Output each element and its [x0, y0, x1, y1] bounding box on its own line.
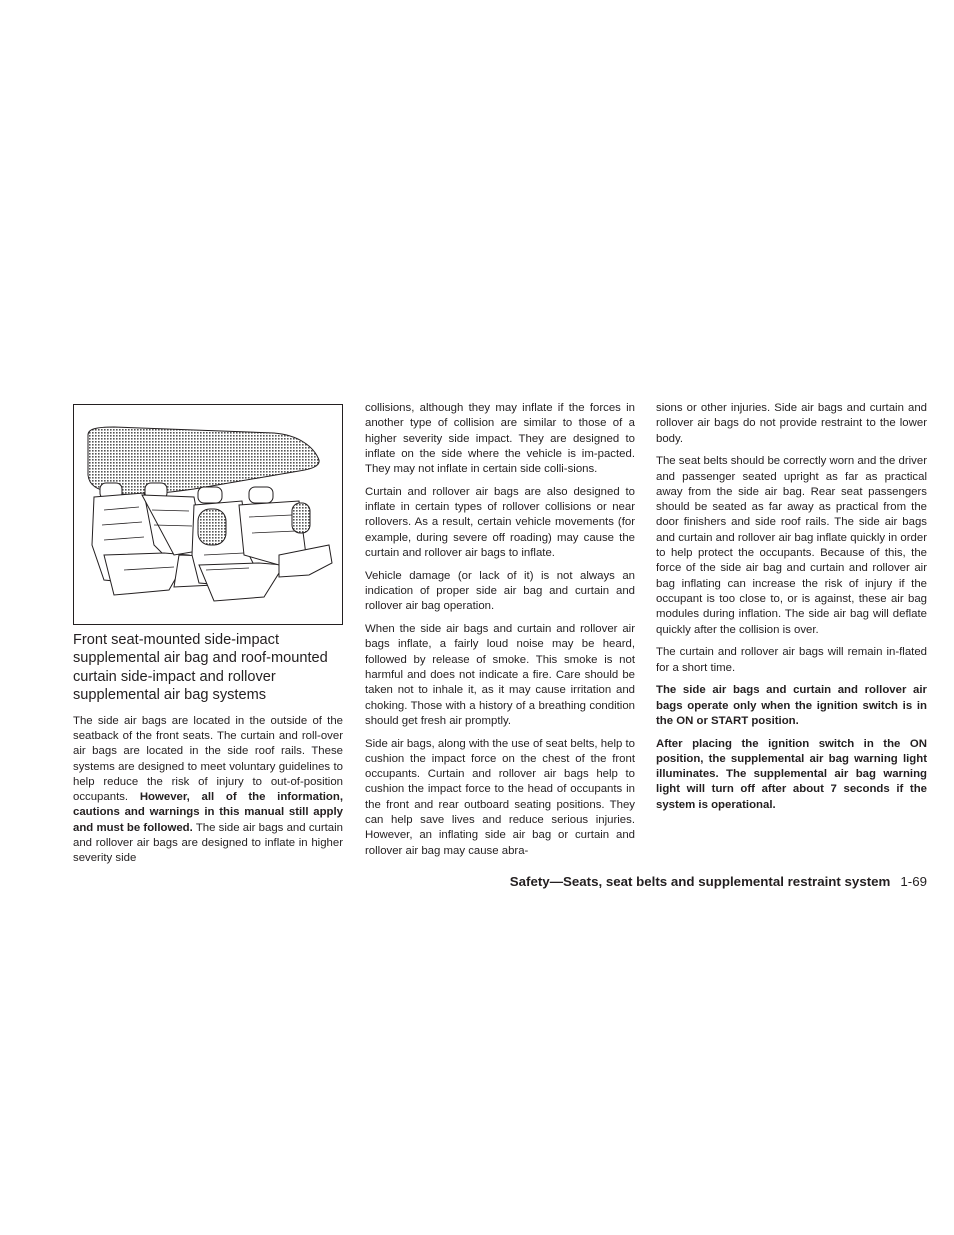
bold-paragraph: After placing the ignition switch in the ON position, the supplemental air bag warning light illuminates. The supplemental air bag warning light will turn off after about 7 seconds if the system is operational.	[656, 737, 927, 811]
bold-warning-text: However, all of the information, cautions and warnings in this manual still apply and must be followed.	[73, 791, 343, 834]
column-3	[656, 401, 927, 820]
paragraph-text: The side air bags are located in the outside of the seatback of the front seats. The curtain and roll-over air bags are located in the side roof rails. These systems are designed to meet voluntary guidelines to help reduce the risk of injury to out-of-position occupants.	[73, 714, 343, 804]
footer-section-title: Safety—Seats, seat belts and supplemental restraint system	[509, 874, 891, 889]
section-heading: Front seat-mounted side-impact supplemental air bag and roof-mounted curtain side-impact and rollover supplemental air bag systems	[73, 632, 328, 704]
page-footer	[73, 874, 927, 890]
airbag-illustration	[73, 404, 343, 625]
paragraph: The seat belts should be correctly worn and the driver and passenger seated upright as far as practical away from the side air bag. Rear seat passengers should be seated as far away as practical from the door finishers and side roof rails. The side air bags and curtain and rollover air bag inflate quickly in order to help protect the occupants. Because of this, the force of the side air bag and curtain and rollover air bag inflating can increase the risk of injury if the occupant is too close to, or is against, these air bag modules during inflation. The side air bag will deflate quickly after the collision is over.	[656, 455, 927, 636]
seats-and-curtain-airbag-drawing	[74, 405, 342, 624]
page-number: 1-69	[900, 874, 927, 889]
paragraph: Side air bags, along with the use of seat belts, help to cushion the impact force on the chest of the front occupants. Curtain and rollover air bags help to cushion the impact force to the head of occupants in the front and rear outboard seating positions. They can help save lives and reduce serious injuries. However, an inflating side air bag or curtain and rollover air bag may cause abra-	[365, 737, 635, 857]
column-2	[365, 401, 635, 866]
paragraph	[73, 714, 343, 867]
paragraph: sions or other injuries. Side air bags and curtain and rollover air bags do not provide restraint to the lower body.	[656, 402, 927, 445]
curtain-airbag-shape	[88, 427, 319, 495]
bold-paragraph: The side air bags and curtain and rollover air bags operate only when the ignition switch is in the ON or START position.	[656, 684, 927, 727]
paragraph-text: The side air bags and curtain and rollover air bags are designed to inflate in higher severity side	[73, 821, 344, 865]
paragraph: collisions, although they may inflate if the forces in another type of collision are similar to those of a higher severity side impact. They are designed to inflate on the side where the vehicle is im-pacted. They may not inflate in certain side colli-sions.	[365, 402, 635, 476]
column-1	[73, 631, 343, 874]
paragraph: Curtain and rollover air bags are also designed to inflate in certain types of rollover collisions or near rollovers. As a result, certain vehicle movements (for example, during severe off roading) may cause the curtain and rollover air bags to inflate.	[365, 485, 635, 560]
paragraph: The curtain and rollover air bags will remain in-flated for a short time.	[656, 646, 927, 674]
paragraph: When the side air bags and curtain and rollover air bags inflate, a fairly loud noise may be heard, followed by release of smoke. This smoke is not harmful and does not indicate a fire. Care should be taken not to inhale it, as it may cause irritation and choking. Those with a history of a breathing condition should get fresh air promptly.	[365, 623, 635, 727]
paragraph: Vehicle damage (or lack of it) is not always an indication of proper side air bag and curtain and rollover air bag operation.	[365, 569, 635, 613]
